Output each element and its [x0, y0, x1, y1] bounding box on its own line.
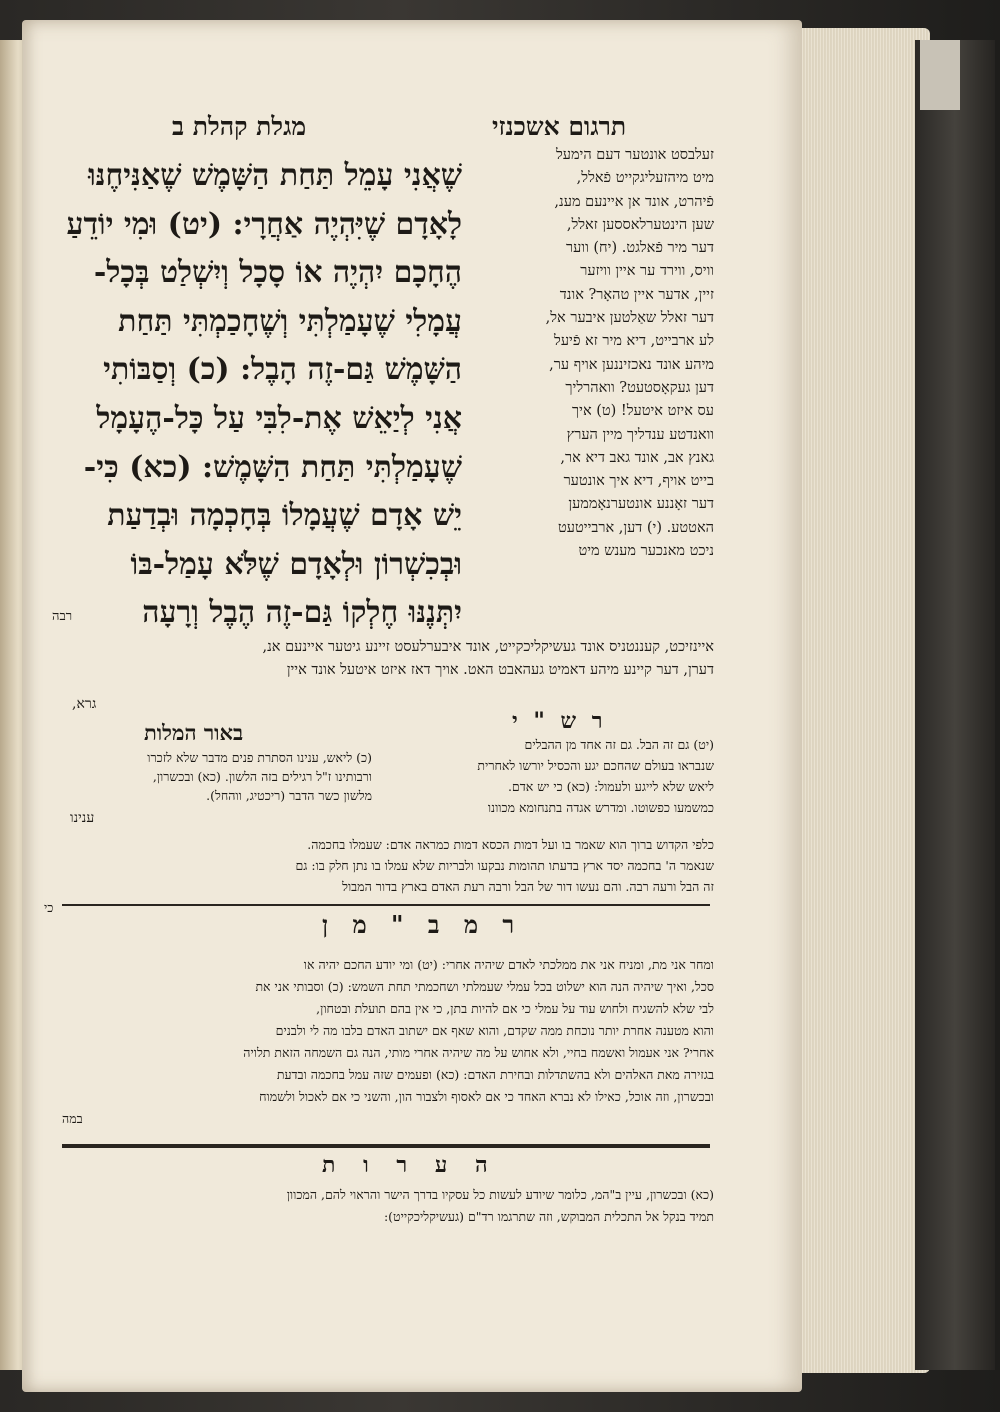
scripture-line: שֶׁעָמַלְתִּי תַּחַת הַשָּׁמֶשׁ: (כא) כִּי- [83, 449, 462, 485]
ramban-line: והוא מטענה אחרת יותר נוכחת ממה שקדם, והוא שאף אם ישתוב האדם בלבו מה לי ולבנים [275, 1023, 714, 1038]
ramban-line: ובכשרון, וזה אוכל, כאילו לא נברא האחד כי אם לאסוף ולצבור הון, והשני כי אם לאכול ולשמוח [259, 1089, 714, 1104]
targum-wide-text [40, 636, 714, 682]
targum-line: פֿיהרט, אונד אן איינעם מענ, [554, 193, 714, 210]
ramban-catchword: במה [62, 1111, 83, 1126]
scripture-line: יֵשׁ אָדָם שֶׁעֲמָלוֹ בְּחָכְמָה וּבְדַעַת [107, 498, 462, 534]
ramban-line: אחרי? אני אעמול ואשמח בחיי, ולא אחוש על מה שיהיה אחרי מותי, הנה גם השמחה הזאת תלויה [243, 1045, 714, 1060]
binding-tab [920, 40, 960, 110]
ramban-line: ומחר אני מת, ומניח אני את ממלכתי לאדם שיהיה אחרי: (יט) ומי יודע החכם יהיה או [303, 957, 714, 972]
targum-line: וויס, ווירד ער איין וויזער [580, 263, 714, 280]
targum-line: זעלבסט אונטער דעם הימעל [555, 147, 714, 163]
targum-line: האטטע. (י) דען, ארבייטעט [558, 519, 714, 536]
scripture-line: הֶחָכָם יִהְיֶה אוֹ סָכָל וְיִשְׁלַט בְּכָל- [93, 255, 462, 291]
targum-catchword: גרא, [72, 696, 97, 712]
biur-title: באור המלות [144, 720, 244, 745]
scripture-line: שֶׁאֲנִי עָמֵל תַּחַת הַשָּׁמֶשׁ שֶׁאַנִּיחֶנּוּ [88, 158, 462, 193]
scripture-line: הַשָּׁמֶשׁ גַּם-זֶה הָבֶל: (כ) וְסַבּוֹתִי [103, 352, 462, 388]
running-head-targum: תרגום אשכנזי [492, 112, 627, 141]
rashi-line: ליאש שלא לייגע ולעמול: (כא) כי יש אדם. [507, 779, 714, 794]
notes-line: תמיד בנקל אל התכלית המבוקש, וזה שתרגמו רד"ם (געשיקליכקייט): [383, 1209, 714, 1224]
scripture-line: עֲמָלִי שֶׁעָמַלְתִּי וְשֶׁחָכַמְתִּי תַּחַת [118, 303, 462, 339]
biur-line: ורבותינו ז"ל רגילים בזה הלשון. (כא) ובכשרון, [152, 769, 372, 784]
rashi-line: זה הבל ורעה רבה. והם נעשו דור של הבל ורבה רעת האדם בארץ בדור המבול [342, 879, 714, 894]
targum-line: וואנדטע ענדליך מיין הערץ [566, 426, 714, 443]
targum-line: דער זאָננע אונטערנאָממען [568, 496, 714, 513]
book-binding [915, 40, 995, 1370]
targum-line: לע ארבייט, דיא מיר זא פֿיעל [554, 333, 714, 350]
ramban-line: סכל, ואיך שיהיה הנה הוא ישלוט בכל עמלי שעמלתי ושחכמתי תחת השמש: (כ) וסבותי אני את [255, 979, 714, 994]
targum-line: ניכט מאנכער מענש מיט [578, 543, 714, 560]
targum-line: מיהע אונד נאכזיננען אויף ער, [549, 356, 714, 373]
main-scripture-text [40, 152, 462, 638]
rashi-commentary [382, 734, 714, 818]
biur-catchword: ענינו [70, 810, 95, 826]
targum-line: זיין, אדער איין טהאָר? אונד [559, 286, 714, 303]
notes-line: (כא) ובכשרון, עיין ב"המ, כלומר שיודע לעשות כל עסקיו בדרך הישר והראוי להם, המכוון [286, 1187, 714, 1202]
book-page [22, 20, 802, 1392]
rashi-title: ר ש " י [512, 708, 607, 734]
targum-line: דער זאלל שאַלטען איבער אל, [545, 310, 714, 327]
targum-line: דער מיר פֿאלגט. (יח) ווער [566, 240, 714, 257]
targum-line: עס איזט איטעל! (ט) איך [572, 403, 714, 420]
scripture-catchword: רבה [52, 609, 73, 624]
targum-line: איינזיכט, קעננטניס אונד געשיקליכקייט, אונד איבערלעסט זיינע גיטער איינעם אנ, [262, 639, 714, 655]
targum-line: מיט מיהזעליגקייט פֿאלל, [576, 170, 714, 187]
targum-line: בייט אויף, דיא איך אונטער [563, 473, 714, 490]
page-stack-edge [780, 28, 930, 1373]
section-divider [62, 904, 710, 906]
rashi-catchword: כי [44, 900, 54, 915]
notes-title: ה ע ר ו ת [322, 1152, 498, 1178]
targum-column [464, 144, 714, 563]
targum-line: דען געקאָסטעט? וואהרליך [565, 379, 714, 396]
running-head-megillah: מגלת קהלת ב [172, 112, 307, 141]
section-divider-thick [62, 1144, 710, 1148]
targum-line: שען הינטערלאססען זאלל, [566, 216, 714, 233]
rashi-line: כלפי הקדוש ברוך הוא שאמר בו ועל דמות הכסא דמות כמראה אדם: שעמלו בחכמה. [307, 837, 714, 852]
scripture-line: אֲנִי לְיַאֵשׁ אֶת-לִבִּי עַל כָּל-הֶעָמָל [96, 400, 462, 436]
ramban-commentary [62, 954, 714, 1130]
ramban-line: לבי שלא להשגיח ולחוש עוד על עמלי כי אם להיות בתן, כי אין בהם תועלת ובטחון, [316, 1001, 714, 1016]
scripture-line: יִתְּנֶנּוּ חֶלְקוֹ גַּם-זֶה הֶבֶל וְרָעָה [142, 595, 462, 631]
targum-line: גאנץ אב, אונד גאב דיא אר, [560, 449, 714, 466]
rashi-line: כמשמעו כפשוטו. ומדרש אגדה בתנחומא מכוונו [487, 800, 714, 815]
targum-line: דערן, דער קיינע מיהע דאמיט געהאבט האט. אויך דאז איזט איטעל אונד איין [286, 662, 714, 678]
rashi-line: שנבראו בעולם שהחכם יגע והכסיל יורשו לאחרית [477, 758, 714, 773]
biur-line: מלשון כשר הדבר (ריכטיג, ווהחל). [206, 788, 372, 803]
scripture-line: לָאָדָם שֶׁיִּהְיֶה אַחֲרָי: (יט) וּמִי יוֹדֵעַ [66, 206, 462, 242]
biur-line: (כ) ליאש, ענינו הסתרת פנים מדבר שלא לזכרו [147, 750, 372, 765]
notes-section [62, 1184, 714, 1228]
ramban-line: בגזירה מאת האלהים ולא בהשתדלות ובחירת האדם: (כא) ופעמים שזה עמל בחכמה ובדעת [276, 1067, 714, 1082]
rashi-line: (יט) גם זה הבל. גם זה אחד מן ההבלים [524, 737, 714, 752]
ramban-title: ר מ ב " מ ן [322, 910, 523, 939]
scripture-line: וּבְכִשְׁרוֹן וּלְאָדָם שֶׁלֹּא עָמַל-בּוֹ [130, 546, 462, 582]
biur-commentary [44, 748, 372, 805]
rashi-line: שנאמר ה' בחכמה יסד ארץ בדעתו תהומות נבקעו ולבריות שלא עמלו בו נתן חלק בו: גם [295, 858, 714, 873]
